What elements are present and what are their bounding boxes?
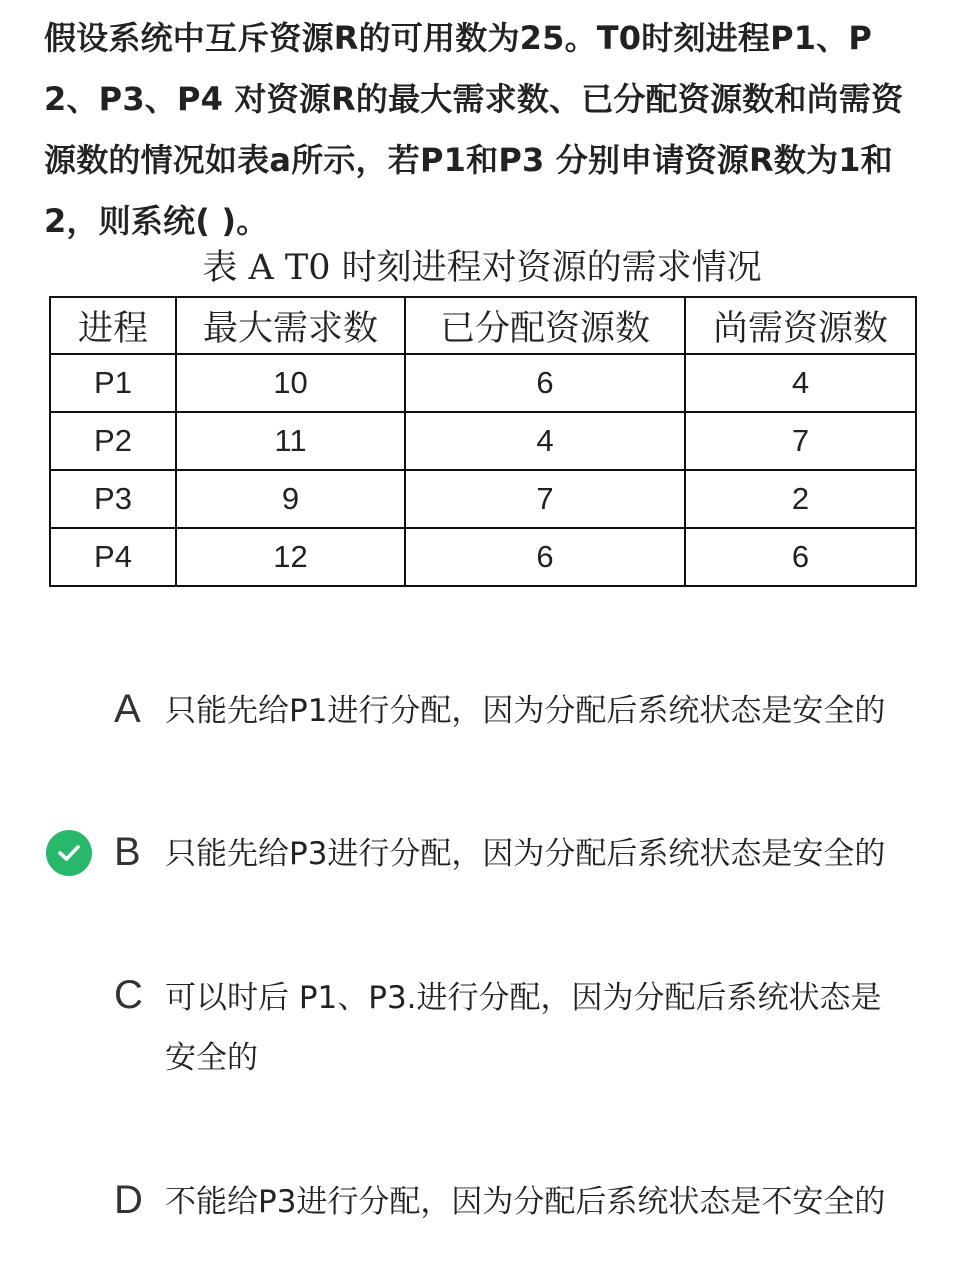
- option-letter: D: [114, 1178, 143, 1222]
- cell-allocated: 7: [405, 470, 685, 528]
- cell-max-demand: 12: [176, 528, 405, 586]
- cell-max-demand: 11: [176, 412, 405, 470]
- resource-table: [49, 296, 917, 587]
- cell-max-demand: 9: [176, 470, 405, 528]
- cell-allocated: 4: [405, 412, 685, 470]
- cell-need: 6: [685, 528, 916, 586]
- table-header-row: [50, 297, 916, 354]
- option-text: 只能先给P1进行分配，因为分配后系统状态是安全的: [165, 693, 886, 729]
- option-letter: B: [114, 830, 141, 874]
- option-text: 只能先给P3进行分配，因为分配后系统状态是安全的: [165, 836, 886, 872]
- question-text: 假设系统中互斥资源R的可用数为25。T0时刻进程P1、P2、P3、P4 对资源R的最大需求数、已分配资源数和尚需资源数的情况如表a所示，若P1和P3 分别申请资源R数为1和2，则系统( )。: [44, 19, 904, 240]
- table-row: [50, 354, 916, 412]
- option-text: 不能给P3进行分配，因为分配后系统状态是不安全的: [165, 1184, 886, 1220]
- cell-max-demand: 10: [176, 354, 405, 412]
- check-circle-icon: [46, 830, 92, 876]
- table-row: [50, 470, 916, 528]
- cell-allocated: 6: [405, 354, 685, 412]
- header-process: 进程: [50, 297, 176, 354]
- table-row: [50, 412, 916, 470]
- cell-need: 2: [685, 470, 916, 528]
- table-row: [50, 528, 916, 586]
- cell-process: P4: [50, 528, 176, 586]
- cell-process: P3: [50, 470, 176, 528]
- option-letter: A: [114, 687, 141, 731]
- header-max-demand: 最大需求数: [176, 297, 405, 354]
- cell-need: 7: [685, 412, 916, 470]
- option-letter: C: [114, 973, 143, 1017]
- table-caption: 表 A T0 时刻进程对资源的需求情况: [202, 248, 762, 288]
- cell-process: P1: [50, 354, 176, 412]
- cell-allocated: 6: [405, 528, 685, 586]
- header-need: 尚需资源数: [685, 297, 916, 354]
- header-allocated: 已分配资源数: [405, 297, 685, 354]
- option-text: 可以时后 P1、P3.进行分配，因为分配后系统状态是安全的: [165, 980, 882, 1076]
- cell-process: P2: [50, 412, 176, 470]
- cell-need: 4: [685, 354, 916, 412]
